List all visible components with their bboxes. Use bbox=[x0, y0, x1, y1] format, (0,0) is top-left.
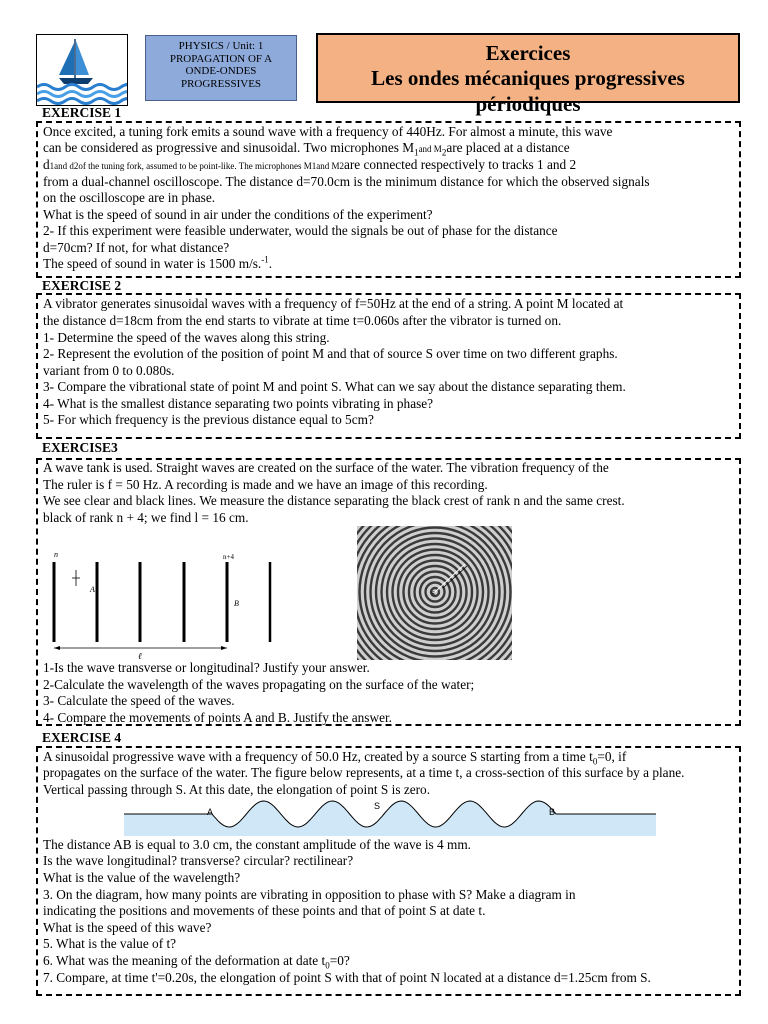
ex4-line: 6. What was the meaning of the deformation at date $t_0=0$? bbox=[43, 953, 350, 971]
unit-line: ONDE-ONDES bbox=[185, 65, 257, 77]
fig4-label-B: B bbox=[549, 807, 556, 817]
ex4-line: 3. On the diagram, how many points are vibrating in opposition to phase with S? Make a diagram in bbox=[43, 887, 576, 902]
fig-label-B: B bbox=[234, 599, 239, 608]
fig4-label-A: A bbox=[207, 807, 214, 817]
ex3-question: 1-Is the wave transverse or longitudinal? Justify your answer. bbox=[43, 660, 370, 675]
ex1-line: can be considered as progressive and sinusoidal. Two microphones $M_1and$ $M_2are$ placed at a distance bbox=[43, 140, 570, 158]
ex2-line: 5- For which frequency is the previous distance equal to 5cm? bbox=[43, 412, 374, 427]
ex1-question: 2- If this experiment were feasible underwater, would the signals be out of phase for the distance bbox=[43, 223, 558, 238]
ex2-line: 3- Compare the vibrational state of point M and point S. What can we say about the distance separating them. bbox=[43, 379, 626, 394]
ex3-question: 3- Calculate the speed of the waves. bbox=[43, 693, 235, 708]
ex2-line: 4- What is the smallest distance separating two points vibrating in phase? bbox=[43, 396, 434, 411]
ex4-line: 7. Compare, at time t'=0.20s, the elongation of point S with that of point N located at a distance d=1.25cm from S. bbox=[43, 970, 651, 985]
ex4-line: indicating the positions and movements of these points and that of point S at date t. bbox=[43, 903, 486, 918]
sailboat-logo bbox=[36, 34, 128, 106]
fig-label-A: A bbox=[90, 585, 95, 594]
page-title bbox=[316, 33, 740, 116]
ex3-line: A wave tank is used. Straight waves are created on the surface of the water. The vibration frequency of the bbox=[43, 460, 609, 475]
ex4-line: The distance AB is equal to 3.0 cm, the constant amplitude of the wave is 4 mm. bbox=[43, 837, 471, 852]
ex4-line: propagates on the surface of the water. The figure below represents, at a time t, a cross-section of this surface by a plane. bbox=[43, 765, 685, 780]
ex4-line: What is the speed of this wave? bbox=[43, 920, 212, 935]
unit-line: PHYSICS / Unit: 1 bbox=[178, 40, 264, 52]
ex3-question: 4- Compare the movements of points A and B. Justify the answer. bbox=[43, 710, 392, 725]
wave-cross-section-figure bbox=[124, 800, 656, 840]
exercise-3-heading: EXERCISE3 bbox=[42, 440, 118, 455]
ex2-line: variant from 0 to 0.080s. bbox=[43, 363, 175, 378]
exercise-1-heading: EXERCISE 1 bbox=[42, 105, 122, 120]
exercise-2-heading: EXERCISE 2 bbox=[42, 278, 122, 293]
title-line-2: Les ondes mécaniques progressives périodiques bbox=[371, 66, 685, 116]
ex4-line: A sinusoidal progressive wave with a frequency of 50.0 Hz, created by a source S starting from a time $t_0=0$, if bbox=[43, 749, 627, 767]
ex1-line: on the oscilloscope are in phase. bbox=[43, 190, 216, 205]
fig4-label-S: S bbox=[374, 801, 381, 811]
ex1-line: The speed of sound in water is 1500 m/s.$^{-1}$. bbox=[43, 254, 273, 271]
ex4-line: Is the wave longitudinal? transverse? circular? rectilinear? bbox=[43, 853, 354, 868]
unit-label bbox=[145, 35, 297, 101]
ex4-line: What is the value of the wavelength? bbox=[43, 870, 241, 885]
ex3-question: 2-Calculate the wavelength of the waves propagating on the surface of the water; bbox=[43, 677, 475, 692]
straight-waves-figure bbox=[44, 548, 284, 660]
ex1-line: d1and d2of the tuning fork, assumed to be point-like. The microphones M1and M2are connected respectively to tracks 1 and 2 bbox=[43, 157, 577, 172]
ex3-line: We see clear and black lines. We measure the distance separating the black crest of rank n and the same crest. bbox=[43, 493, 625, 508]
ex3-line: black of rank n + 4; we find l = 16 cm. bbox=[43, 510, 249, 525]
unit-line: PROGRESSIVES bbox=[180, 77, 262, 90]
ex4-line: 5. What is the value of t? bbox=[43, 936, 177, 951]
ex1-line: Once excited, a tuning fork emits a sound wave with a frequency of 440Hz. For almost a minute, this wave bbox=[43, 124, 613, 139]
fig-label-n4: n+4 bbox=[223, 553, 234, 561]
ex1-line: d=70cm? If not, for what distance? bbox=[43, 240, 230, 255]
ex1-question: What is the speed of sound in air under the conditions of the experiment? bbox=[43, 207, 433, 222]
ex2-line: A vibrator generates sinusoidal waves with a frequency of f=50Hz at the end of a string. A point M located at bbox=[43, 296, 624, 311]
ex2-line: the distance d=18cm from the end starts to vibrate at time t=0.060s after the vibrator is turned on. bbox=[43, 313, 562, 328]
ex3-line: The ruler is f = 50 Hz. A recording is made and we have an image of this recording. bbox=[43, 477, 488, 492]
ex1-line: from a dual-channel oscilloscope. The distance d=70.0cm is the minimum distance for which the observed signals bbox=[43, 174, 650, 189]
fig-label-l: ℓ bbox=[138, 651, 142, 660]
title-line-1: Exercices bbox=[485, 41, 571, 65]
fig-label-S: S bbox=[431, 590, 435, 598]
ex2-line: 2- Represent the evolution of the position of point M and that of source S over time on two different graphs. bbox=[43, 346, 618, 361]
circular-waves-figure bbox=[357, 526, 512, 660]
fig-label-n: n bbox=[54, 550, 58, 559]
unit-line: PROPAGATION OF A bbox=[169, 52, 273, 65]
exercise-4-heading: EXERCISE 4 bbox=[42, 730, 122, 745]
ex2-line: 1- Determine the speed of the waves along this string. bbox=[43, 330, 330, 345]
ex4-line: Vertical passing through S. At this date, the elongation of point S is zero. bbox=[43, 782, 431, 797]
